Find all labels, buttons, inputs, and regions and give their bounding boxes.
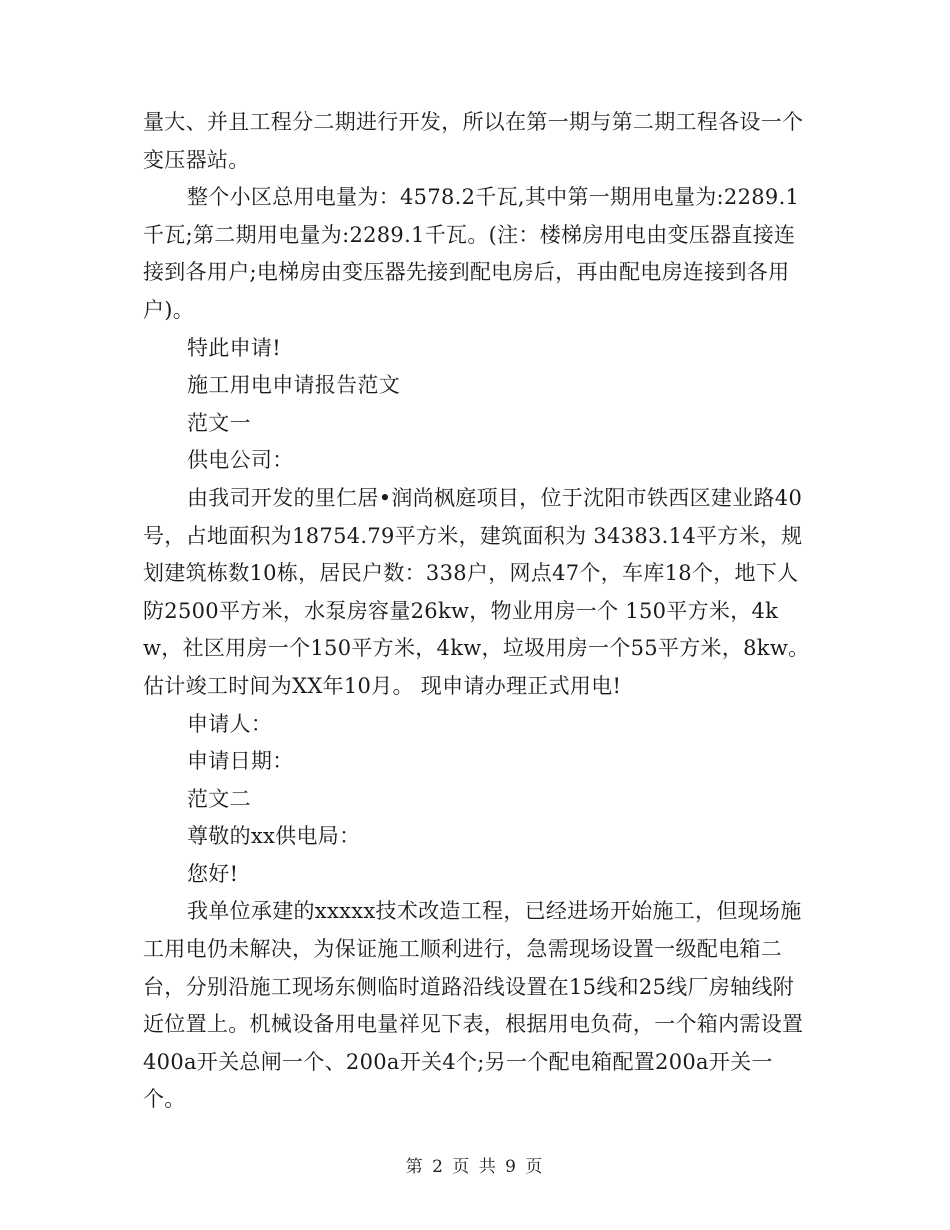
paragraph-closing: 特此申请! [187, 335, 281, 360]
paragraph-total-power: 整个小区总用电量为：4578.2千瓦,其中第一期用电量为:2289.1千瓦;第二期用电量为:2289.1千瓦。(注：楼梯房用电由变压器直接连接到各用户;电梯房由变压器先接到配电房后，再由配电房连接到各用户)。 [143, 185, 800, 322]
greeting: 您好! [187, 861, 239, 886]
paragraph-continuation: 量大、并且工程分二期进行开发，所以在第一期与第二期工程各设一个变压器站。 [143, 110, 804, 172]
page-number-footer: 第 2 页 共 9 页 [405, 1157, 545, 1177]
paragraph-project-details: 由我司开发的里仁居•润尚枫庭项目，位于沈阳市铁西区建业路40号，占地面积为18754.79平方米，建筑面积为 34383.14平方米，规划建筑栋数10栋，居民户数：338户，网点47个，车库18个，地下人防2500平方米，水泵房容量26kw，物业用房一个 150平方米，4kw，社区用房一个150平方米，4kw，垃圾用房一个55平方米，8kw。估计竣工时间为XX年10月。 现申请办理正式用电! [143, 485, 810, 698]
section-heading: 施工用电申请报告范文 [187, 373, 400, 398]
paragraph-construction-power: 我单位承建的xxxxx技术改造工程，已经进场开始施工，但现场施工用电仍未解决，为保证施工顺利进行，急需现场设置一级配电箱二台，分别沿施工现场东侧临时道路沿线设置在15线和25线厂房轴线附近位置上。机械设备用电量祥见下表，根据用电负荷，一个箱内需设置400a开关总闸一个、200a开关4个;另一个配电箱配置200a开关一个。 [143, 899, 804, 1112]
sample-one-heading: 范文一 [187, 410, 251, 435]
salutation-power-bureau: 尊敬的xx供电局： [187, 824, 361, 849]
sample-two-heading: 范文二 [187, 786, 251, 811]
salutation-power-company: 供电公司： [187, 448, 294, 473]
applicant-label: 申请人： [187, 711, 273, 736]
application-date-label: 申请日期： [187, 749, 294, 774]
document-body [143, 104, 811, 1119]
